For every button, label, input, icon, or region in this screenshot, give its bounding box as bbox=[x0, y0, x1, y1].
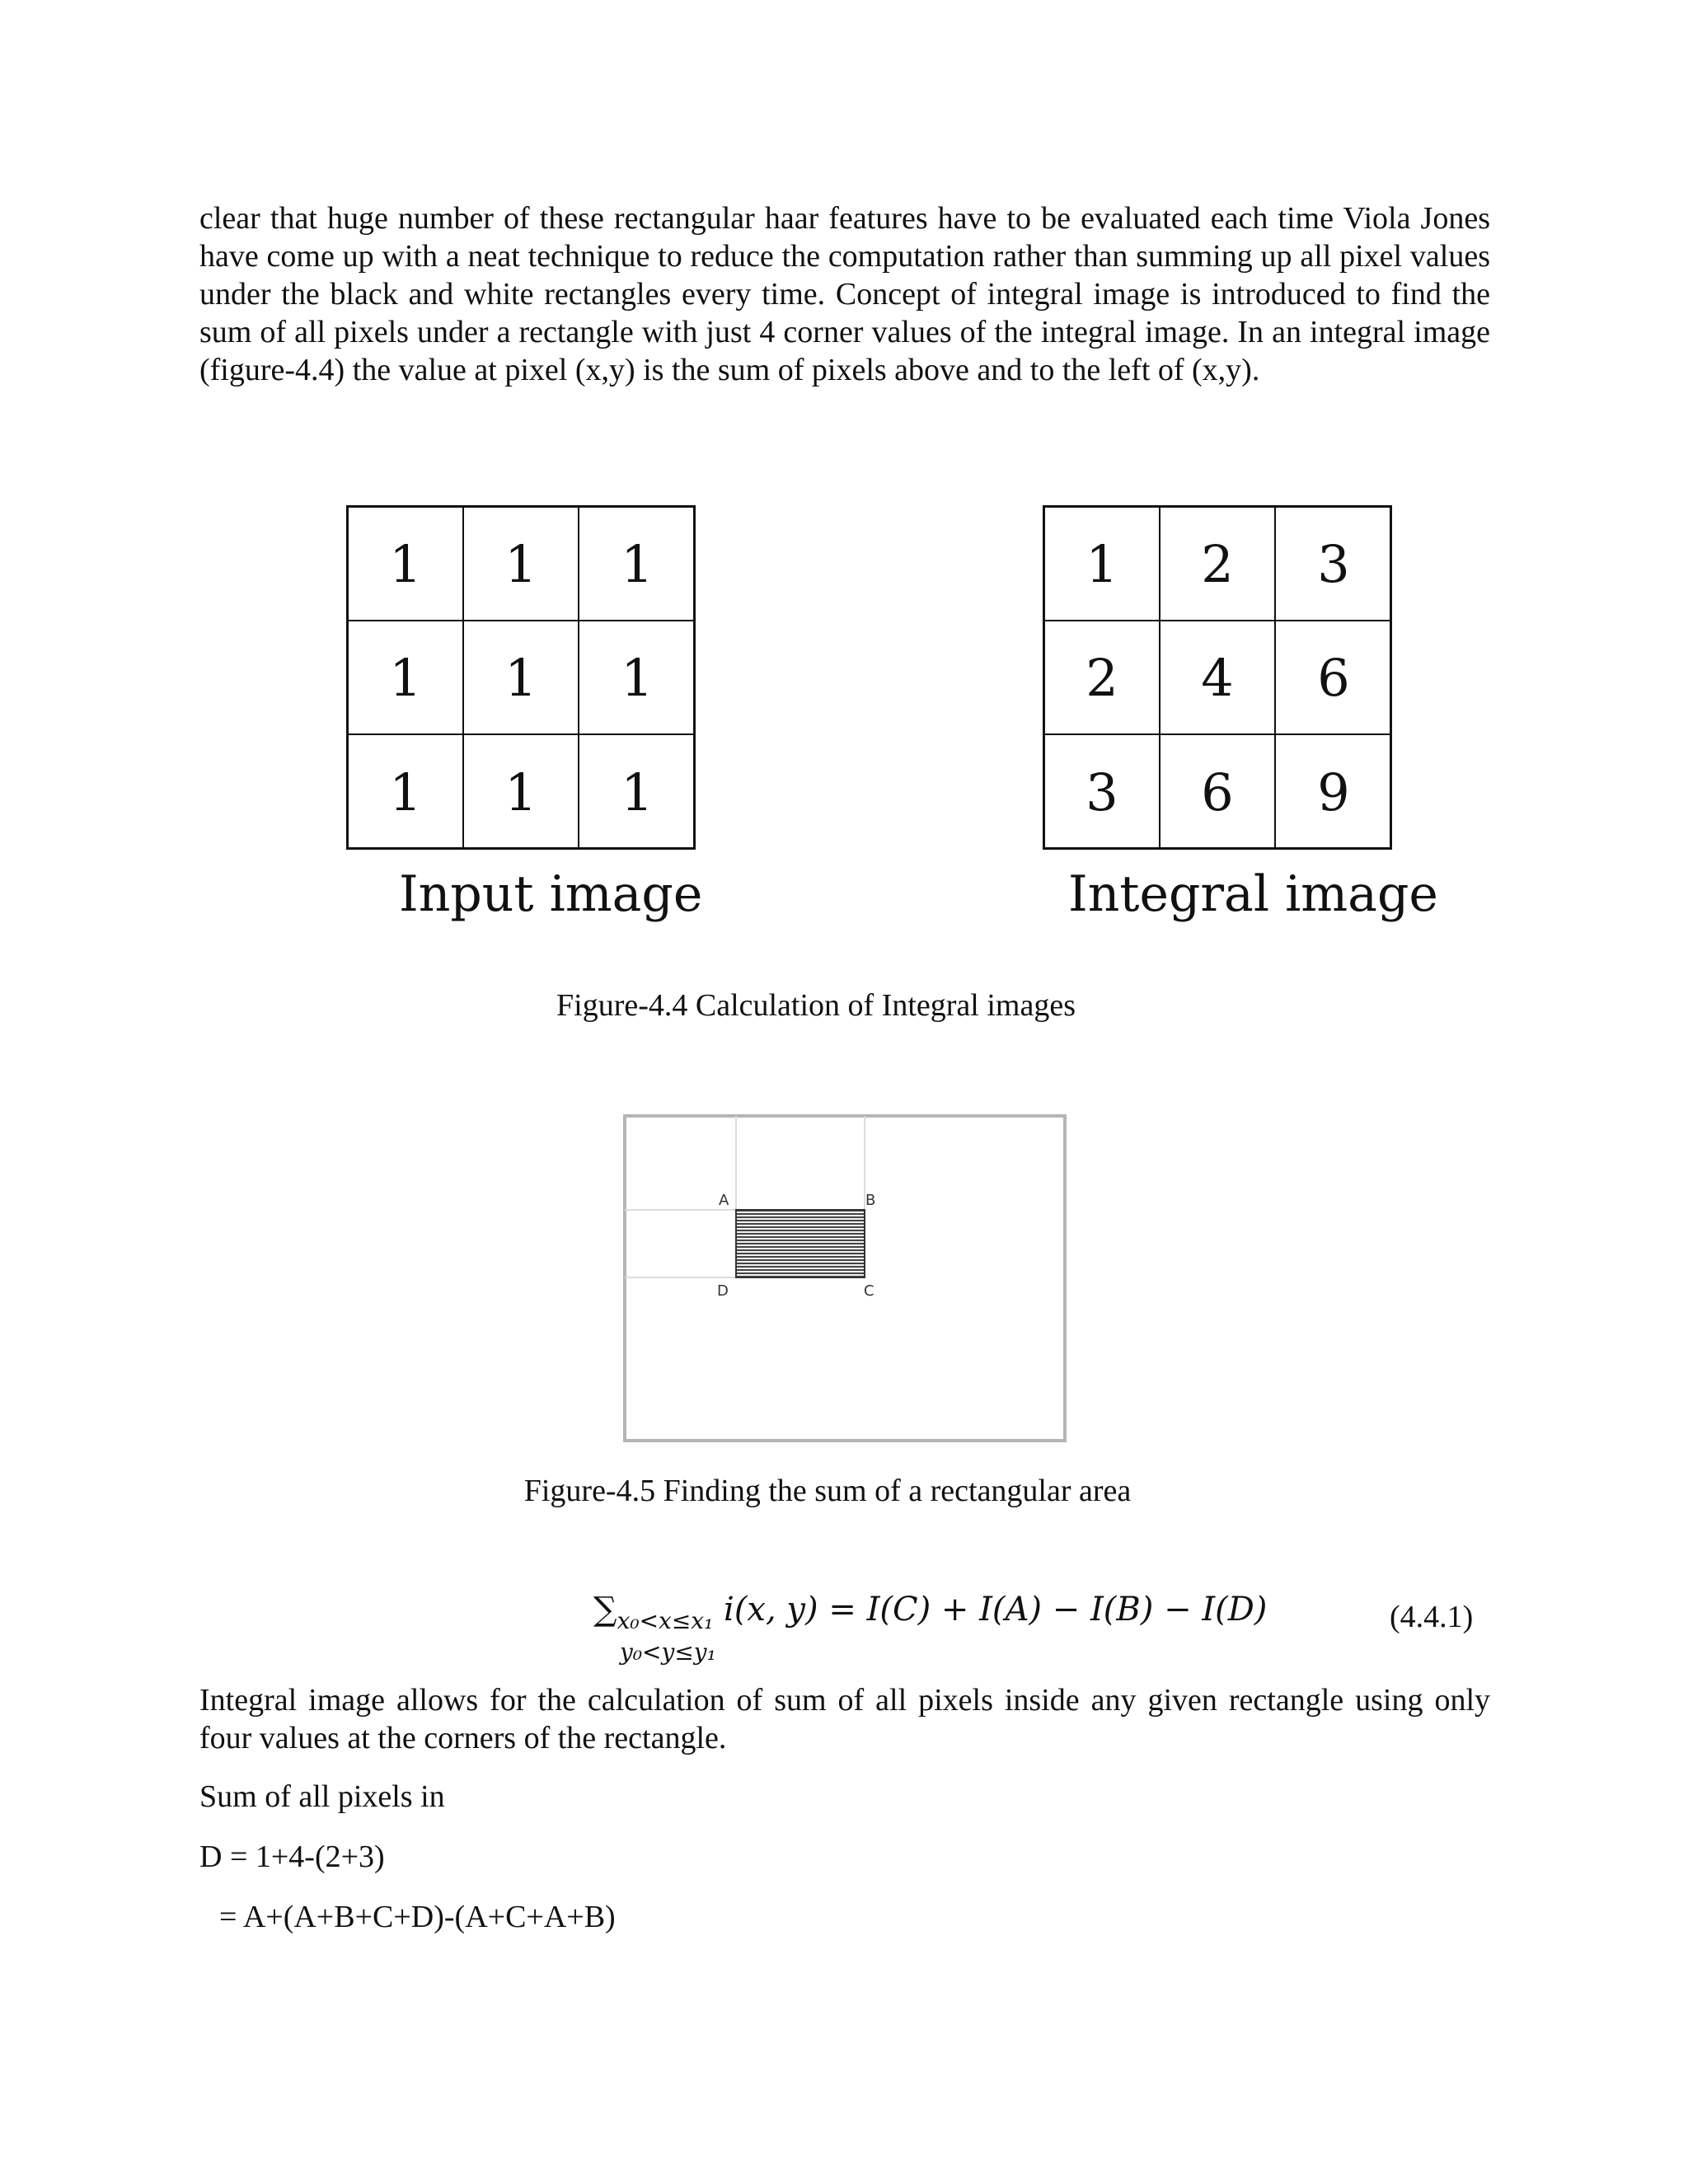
grid-cell: 1 bbox=[464, 508, 579, 621]
sum-of-pixels-line: Sum of all pixels in bbox=[199, 1779, 445, 1814]
integral-image-caption: Integral image bbox=[1068, 865, 1438, 923]
grid-cell: 2 bbox=[1160, 508, 1276, 621]
grid-cell: 1 bbox=[349, 621, 464, 735]
figure-4-4-caption: Figure-4.4 Calculation of Integral images bbox=[556, 988, 1076, 1023]
sum-symbol: ∑ bbox=[593, 1591, 617, 1629]
input-image-grid bbox=[346, 505, 696, 850]
grid-cell: 3 bbox=[1276, 508, 1391, 621]
corner-label-d: D bbox=[717, 1282, 729, 1300]
integral-image-grid bbox=[1043, 505, 1392, 850]
grid-cell: 6 bbox=[1160, 735, 1276, 849]
corner-label-c: C bbox=[864, 1282, 874, 1300]
equation-body: i(x, y) = I(C) + I(A) − I(B) − I(D) bbox=[713, 1591, 1268, 1629]
d-equation-line: D = 1+4-(2+3) bbox=[199, 1840, 385, 1874]
grid-cell: 4 bbox=[1160, 621, 1276, 735]
equation-number: (4.4.1) bbox=[1390, 1600, 1474, 1634]
input-image-caption: Input image bbox=[399, 865, 703, 923]
intro-paragraph: clear that huge number of these rectangular haar features have to be evaluated each time Viola Jones have come up with a neat technique to reduce the computation rather than summing up all pixel values under the black and white rectangles every time. Concept of integral image is introduced to find the sum of all pixels under a rectangle with just 4 corner values of the integral image. In an integral image (figure-4.4) the value at pixel (x,y) is the sum of pixels above and to the left of (x,y). bbox=[199, 201, 1490, 387]
grid-cell: 1 bbox=[1045, 508, 1160, 621]
grid-cell: 1 bbox=[579, 621, 695, 735]
grid-cell: 1 bbox=[464, 621, 579, 735]
grid-cell: 9 bbox=[1317, 762, 1350, 823]
figure-4-5-caption: Figure-4.5 Finding the sum of a rectangular area bbox=[523, 1474, 1132, 1508]
rectangle-area-figure bbox=[623, 1114, 1068, 1444]
equation-4-4-1 bbox=[593, 1591, 1267, 1634]
grid-cell: 1 bbox=[579, 508, 695, 621]
shaded-rectangle bbox=[736, 1210, 865, 1277]
integral-paragraph: Integral image allows for the calculation of sum of all pixels inside any given rectangle using only four values at the corners of the rectangle. bbox=[199, 1683, 1490, 1755]
grid-cell: 3 bbox=[1045, 735, 1160, 849]
equation-sub-x: x₀<x≤x₁ bbox=[617, 1607, 714, 1634]
corner-label-b: B bbox=[865, 1192, 876, 1209]
grid-cell: 2 bbox=[1045, 621, 1160, 735]
grid-cell: 1 bbox=[349, 508, 464, 621]
grid-cell: 6 bbox=[1276, 621, 1391, 735]
expression-line: = A+(A+B+C+D)-(A+C+A+B) bbox=[219, 1900, 616, 1934]
grid-cell: 1 bbox=[349, 735, 464, 849]
corner-label-a: A bbox=[719, 1192, 729, 1209]
grid-cell: 1 bbox=[464, 735, 579, 849]
grid-cell: 1 bbox=[621, 762, 654, 823]
equation-sub-y: y₀<y≤y₁ bbox=[620, 1638, 716, 1666]
